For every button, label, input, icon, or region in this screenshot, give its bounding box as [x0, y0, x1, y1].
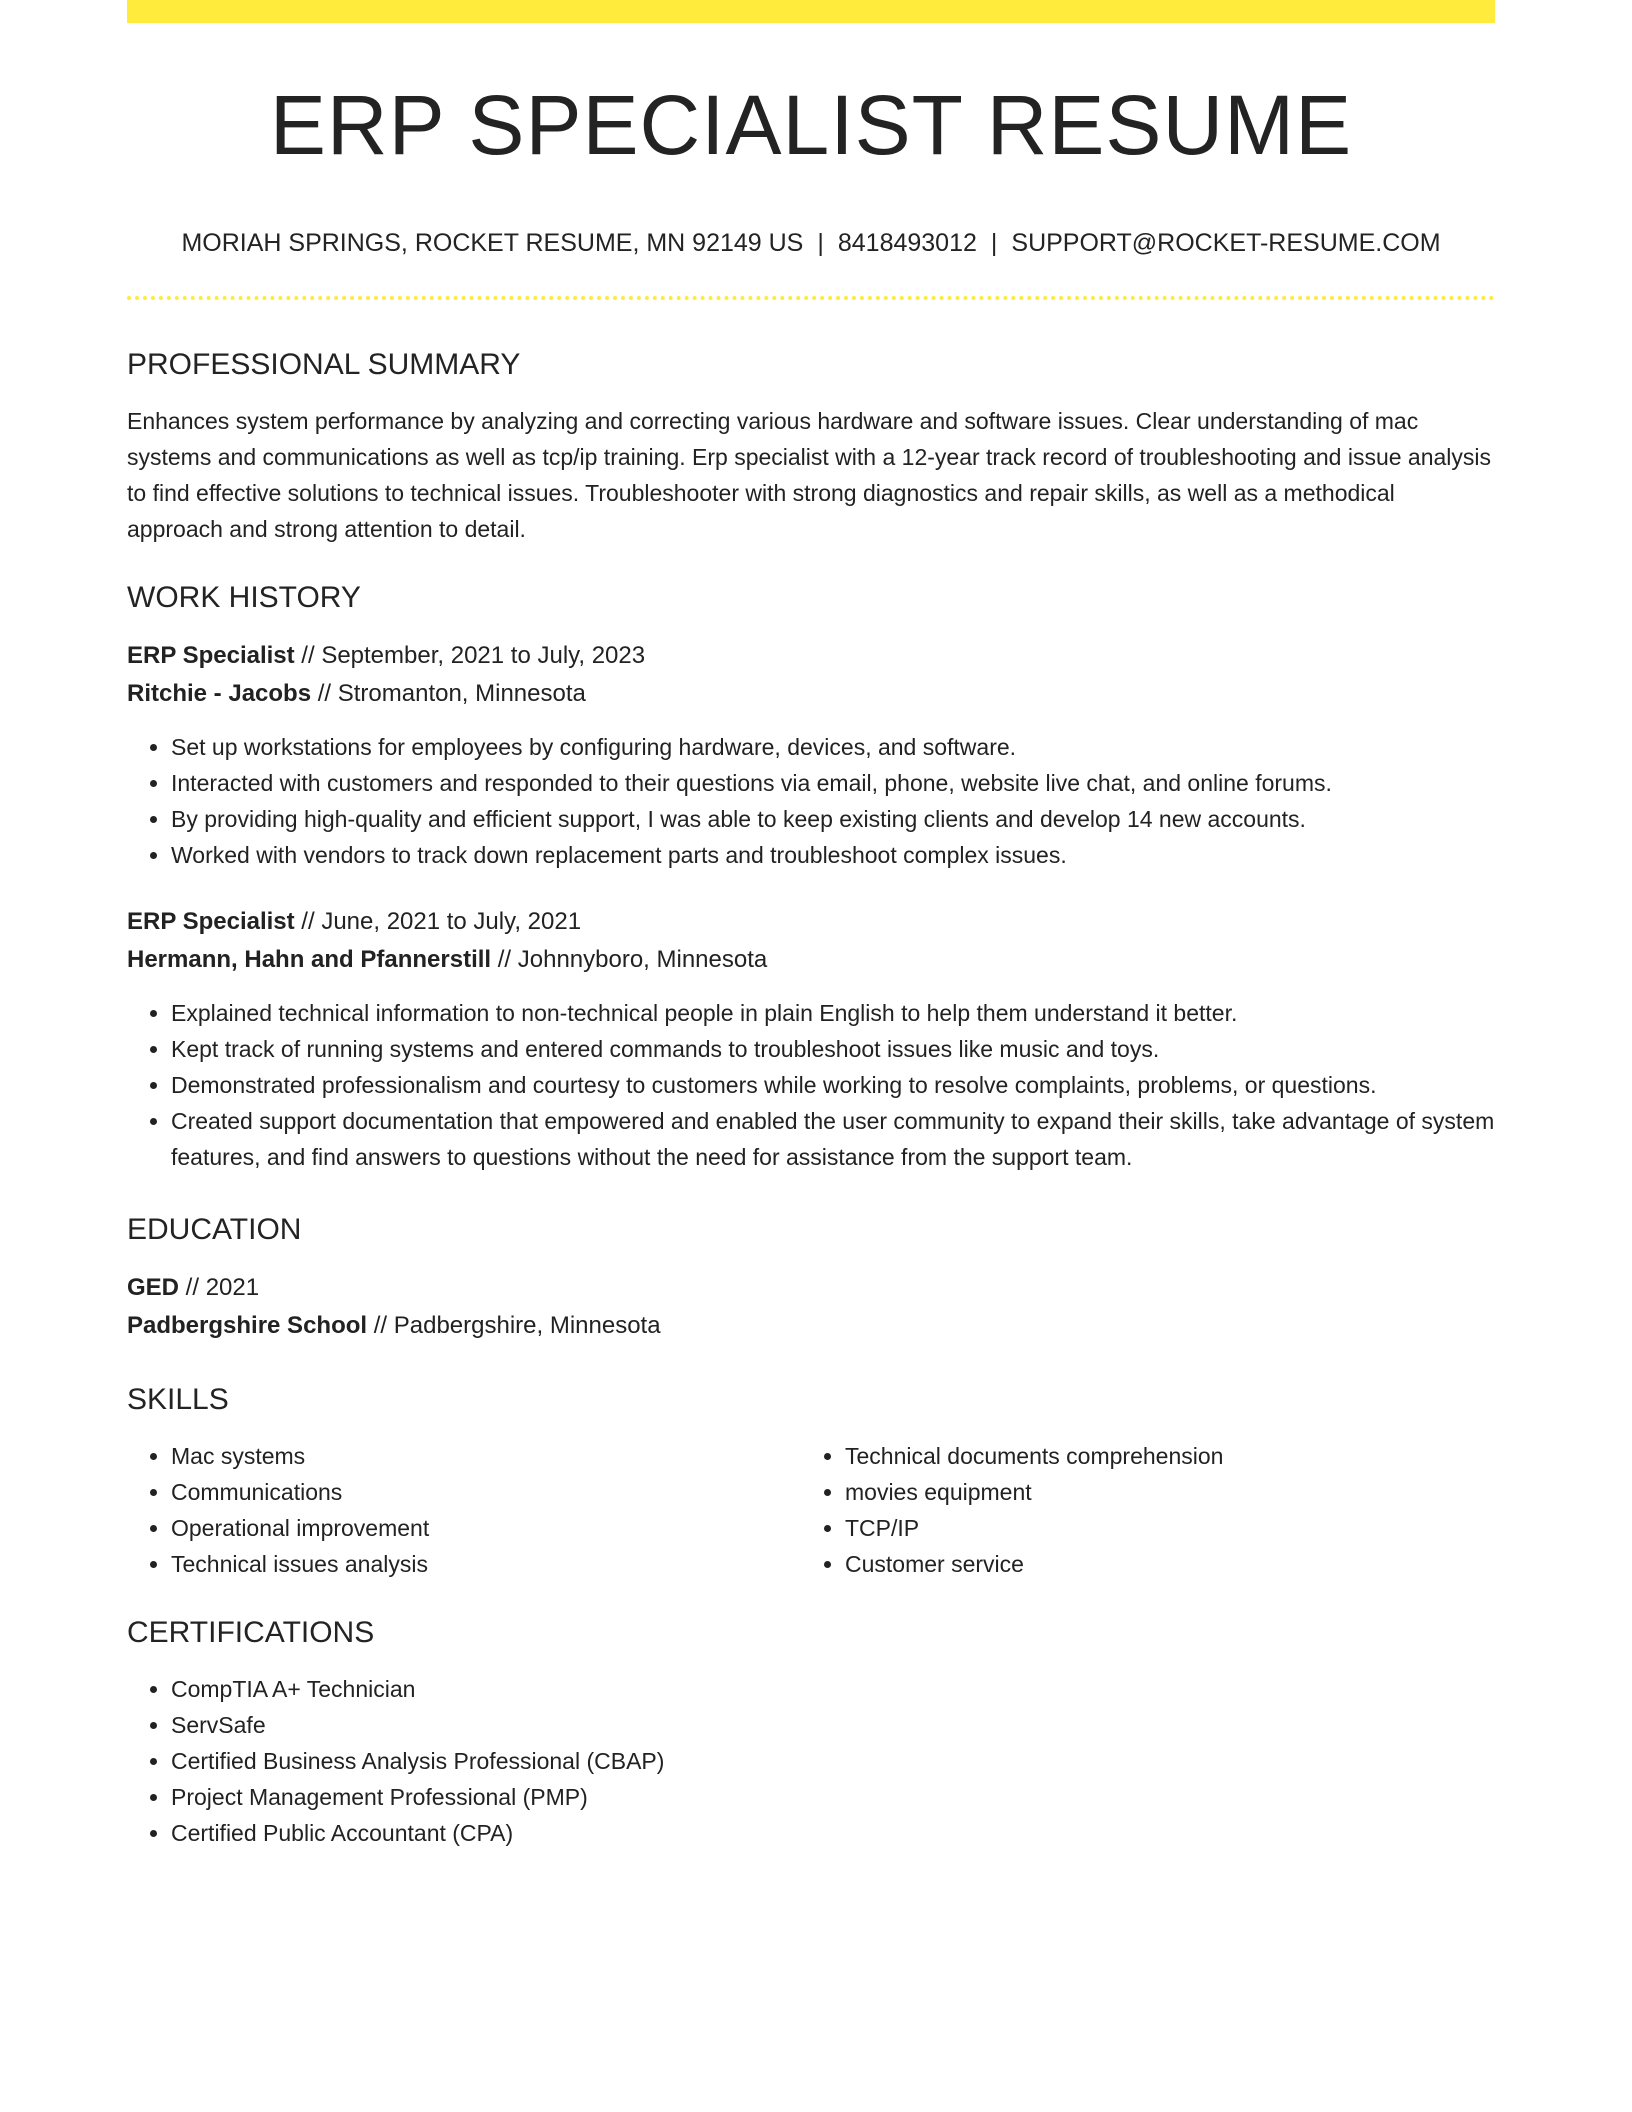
contact-address: MORIAH SPRINGS, ROCKET RESUME, MN 92149 US: [181, 229, 804, 257]
section-heading-skills: SKILLS: [127, 1383, 229, 1416]
skills-list-right: [801, 1438, 1475, 1582]
certification-item: • Certified Public Accountant (CPA): [171, 1815, 1495, 1851]
section-heading-summary: PROFESSIONAL SUMMARY: [127, 348, 521, 381]
list-item: • Demonstrated professionalism and courtesy to customers while working to resolve complaints, problems, or questions.: [171, 1067, 1495, 1103]
job-location: // Johnnyboro, Minnesota: [491, 946, 768, 973]
education-year: // 2021: [179, 1274, 260, 1301]
job-title-line: [127, 903, 1495, 941]
job-bullets: [127, 995, 1495, 1175]
job-title: ERP Specialist: [127, 908, 295, 935]
job-dates: // June, 2021 to July, 2021: [294, 908, 582, 935]
job-title-line: [127, 637, 1495, 675]
contact-line: [127, 231, 1495, 256]
skills-column-left: [127, 1438, 801, 1582]
list-item: • Explained technical information to non-technical people in plain English to help them understand it better.: [171, 995, 1495, 1031]
job-dates: // September, 2021 to July, 2023: [294, 642, 646, 669]
education-degree: GED: [127, 1274, 180, 1301]
job-company-line: [127, 675, 1495, 713]
resume-title: ERP SPECIALIST RESUME: [269, 78, 1353, 172]
list-item: • Kept track of running systems and entered commands to troubleshoot issues like music and toys.: [171, 1031, 1495, 1067]
contact-email: SUPPORT@ROCKET-RESUME.COM: [1011, 229, 1441, 257]
accent-top-bar: [127, 0, 1495, 23]
list-item: • Worked with vendors to track down replacement parts and troubleshoot complex issues.: [171, 837, 1495, 873]
skill-item: • TCP/IP: [845, 1510, 1475, 1546]
certification-item: • ServSafe: [171, 1707, 1495, 1743]
education-location: // Padbergshire, Minnesota: [367, 1312, 661, 1339]
certifications-list: [127, 1671, 1495, 1851]
contact-phone: 8418493012: [837, 229, 977, 257]
section-heading-certifications: CERTIFICATIONS: [127, 1616, 375, 1649]
skill-item: • Communications: [171, 1474, 801, 1510]
education-entry: [127, 1269, 1495, 1345]
education-degree-line: [127, 1269, 1495, 1307]
job-company: Hermann, Hahn and Pfannerstill: [127, 946, 492, 973]
resume-page: [127, 0, 1495, 1851]
certification-item: • Project Management Professional (PMP): [171, 1779, 1495, 1815]
job-company: Ritchie - Jacobs: [127, 680, 312, 707]
job-location: // Stromanton, Minnesota: [311, 680, 586, 707]
skill-item: • Customer service: [845, 1546, 1475, 1582]
skill-item: • Technical issues analysis: [171, 1546, 801, 1582]
skills-grid: [127, 1438, 1495, 1582]
summary-text: Enhances system performance by analyzing and correcting various hardware and software issues. Clear understanding of mac systems and communications as well as tcp/ip training. Erp specialist with a 12-year track record of troubleshooting and issue analysis to find effective solutions to technical issues. Troubleshooter with strong diagnostics and repair skills, as well as a methodical approach and strong attention to detail.: [127, 408, 1492, 542]
contact-separator: |: [817, 229, 824, 257]
skill-item: • Technical documents comprehension: [845, 1438, 1475, 1474]
list-item: • By providing high-quality and efficient support, I was able to keep existing clients and develop 14 new accounts.: [171, 801, 1495, 837]
skill-item: • Mac systems: [171, 1438, 801, 1474]
job-title: ERP Specialist: [127, 642, 295, 669]
job-entry: [127, 903, 1495, 1175]
contact-separator: |: [990, 229, 998, 257]
certification-item: • CompTIA A+ Technician: [171, 1671, 1495, 1707]
skill-item: • movies equipment: [845, 1474, 1475, 1510]
education-school-line: [127, 1307, 1495, 1345]
dotted-divider: [127, 296, 1495, 300]
education-school: Padbergshire School: [127, 1312, 368, 1339]
skills-column-right: [801, 1438, 1475, 1582]
certification-item: • Certified Business Analysis Professional (CBAP): [171, 1743, 1495, 1779]
skill-item: • Operational improvement: [171, 1510, 801, 1546]
list-item: • Set up workstations for employees by configuring hardware, devices, and software.: [171, 729, 1495, 765]
job-bullets: [127, 729, 1495, 873]
skills-list-left: [127, 1438, 801, 1582]
job-entry: [127, 637, 1495, 873]
list-item: • Created support documentation that empowered and enabled the user community to expand their skills, take advantage of system features, and find answers to questions without the need for assistance from the support team.: [171, 1103, 1495, 1175]
section-heading-work-history: WORK HISTORY: [127, 581, 361, 614]
job-company-line: [127, 941, 1495, 979]
list-item: • Interacted with customers and responded to their questions via email, phone, website live chat, and online forums.: [171, 765, 1495, 801]
section-heading-education: EDUCATION: [127, 1213, 302, 1246]
